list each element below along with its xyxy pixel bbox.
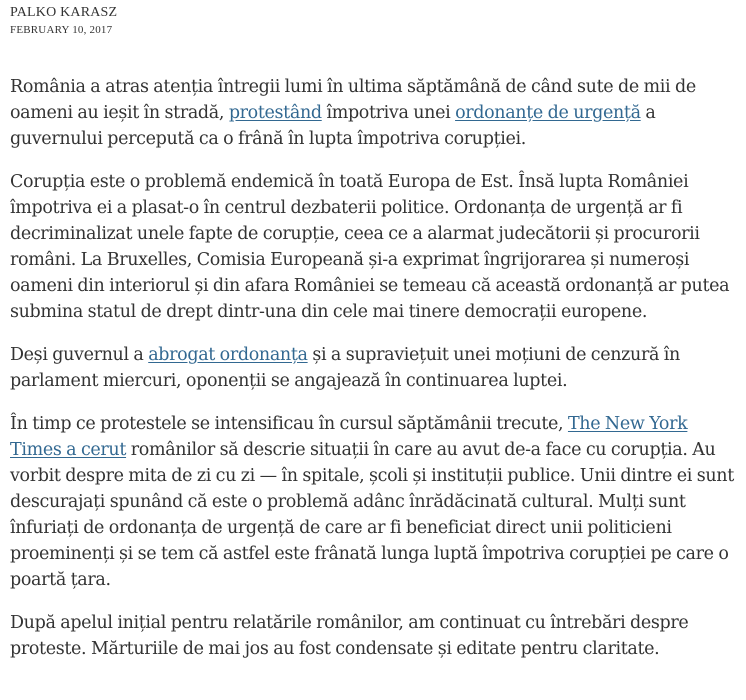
paragraph-3-text-b: și a supraviețuit unei moțiuni de cenzură în parlament miercuri, oponenții se angajează în continuarea luptei.: [10, 345, 680, 391]
ordonante-de-urgenta-link[interactable]: ordonanțe de urgență: [455, 103, 641, 123]
nyt-a-cerut-link[interactable]: The New York Times a cerut: [10, 414, 688, 460]
paragraph-5: După apelul inițial pentru relatările românilor, am continuat cu întrebări despre proteste. Mărturiile de mai jos au fost condensate și editate pentru claritate.: [10, 613, 689, 659]
article: [10, 0, 738, 679]
paragraph-4-text-b: românilor să descrie situații în care au avut de-a face cu corupția. Au vorbit despre mita de zi cu zi — în spitale, școli și instituții publice. Unii dintre ei sunt descurajați spunând că este o problemă adânc înrădăcinată cultural. Mulți sunt înfuriați de ordonanța de urgență de care ar fi beneficiat direct unii politicieni proeminenți și se tem că astfel este frânată lunga luptă împotriva corupției pe care o poartă țara.: [10, 440, 734, 590]
paragraph-2: Corupția este o problemă endemică în toată Europa de Est. Însă lupta României împotriva ei a plasat-o în centrul dezbaterii politice. Ordonanța de urgență ar fi decriminalizat unele fapte de corupție, ceea ce a alarmat judecătorii și procurorii români. La Bruxelles, Comisia Europeană și-a exprimat îngrijorarea și numeroși oameni din interiorul și din afara României se temeau că această ordonanță ar putea submina statul de drept dintr-una din cele mai tinere democrații europene.: [10, 172, 730, 322]
abrogat-ordonanta-link[interactable]: abrogat ordonanța: [148, 345, 308, 365]
paragraph-1: [10, 74, 738, 152]
protestand-link[interactable]: protestând: [228, 103, 322, 123]
author-byline: PALKO KARASZ: [10, 5, 118, 20]
paragraph-3: [10, 342, 738, 394]
paragraph-3-text-a: Deși guvernul a: [10, 345, 149, 365]
paragraph-4-text-a: În timp ce protestele se intensificau în cursul săptămânii trecute,: [10, 414, 568, 434]
paragraph-4: [10, 411, 738, 593]
paragraph-1-text-c: a guvernului percepută ca o frână în lupta împotriva corupției.: [10, 103, 656, 149]
paragraph-1-text-b: împotriva unei: [321, 103, 456, 123]
article-body: [10, 74, 738, 662]
publish-date: FEBRUARY 10, 2017: [10, 24, 113, 36]
paragraph-1-text-a: România a atras atenția întregii lumi în ultima săptămână de când sute de mii de oameni au ieșit în stradă,: [10, 77, 696, 123]
